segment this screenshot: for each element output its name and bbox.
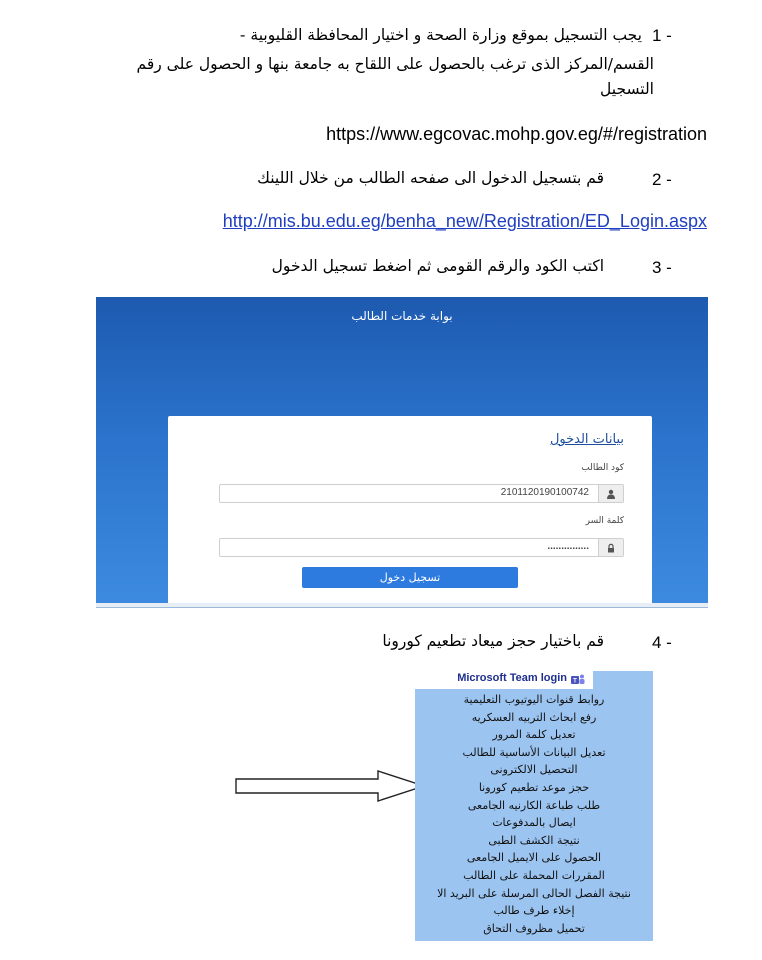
svg-text:T: T xyxy=(573,678,577,685)
menu-item[interactable]: ايصال بالمدفوعات xyxy=(492,816,576,830)
menu-item[interactable]: حجز موعد تطعيم كورونا xyxy=(478,781,590,794)
menu-item[interactable]: طلب طباعة الكارنيه الجامعى xyxy=(467,798,601,812)
password-input[interactable] xyxy=(219,538,624,557)
login-button[interactable]: تسجيل دخول xyxy=(302,567,518,588)
student-code-input[interactable] xyxy=(219,484,624,503)
portal-footer-strip xyxy=(96,603,708,607)
menu-item[interactable]: نتيجة الفصل الحالى المرسلة على البريد الا xyxy=(437,886,631,900)
password-label: كلمة السر xyxy=(585,516,624,526)
lock-icon xyxy=(598,539,623,556)
student-code-label: كود الطالب xyxy=(581,463,624,473)
user-icon xyxy=(598,485,623,502)
login-card xyxy=(168,416,652,607)
menu-item[interactable]: روابط قنوات اليوتيوب التعليمية xyxy=(463,693,605,706)
student-code-value: 2101120190100742 xyxy=(500,487,589,498)
step-2-number: 2 - xyxy=(652,170,672,189)
menu-item[interactable]: تعديل البيانات الأساسية للطالب xyxy=(462,745,606,759)
menu-item[interactable]: التحصيل الالكترونى xyxy=(490,763,578,777)
step-1-line-2: القسم/المركز الذى ترغب بالحصول على اللقاح به جامعة بنها و الحصول على رقم xyxy=(136,55,654,73)
login-heading: بيانات الدخول xyxy=(549,432,624,447)
menu-item[interactable]: إخلاء طرف طالب xyxy=(493,904,575,918)
step-3-number: 3 - xyxy=(652,258,672,277)
menu-item[interactable]: تعديل كلمة المرور xyxy=(492,728,576,742)
step-1-line-1: يجب التسجيل بموقع وزارة الصحة و اختيار المحافظة القليوبية - xyxy=(239,26,642,44)
step-1-number: 1 - xyxy=(652,26,672,45)
student-portal-screenshot xyxy=(96,297,708,608)
step-2-text: قم بتسجيل الدخول الى صفحه الطالب من خلال اللينك xyxy=(257,169,604,187)
registration-url: https://www.egcovac.mohp.gov.eg/#/registration xyxy=(326,124,707,144)
student-services-menu xyxy=(415,671,653,941)
menu-item[interactable]: نتيجة الكشف الطبى xyxy=(488,833,580,847)
teams-icon xyxy=(571,673,585,687)
step-4-text: قم باختيار حجز ميعاد تطعيم كورونا xyxy=(382,632,604,650)
microsoft-team-login-label: Microsoft Team login xyxy=(457,672,567,684)
pointer-arrow-icon xyxy=(232,768,428,804)
menu-item[interactable]: الحصول على الايميل الجامعى xyxy=(466,851,602,865)
menu-item[interactable]: رفع ابحاث التربيه العسكريه xyxy=(471,710,597,724)
portal-title: بوابة خدمات الطالب xyxy=(351,309,453,323)
password-value: ............... xyxy=(547,541,589,552)
menu-item[interactable]: تحميل مظروف التحاق xyxy=(483,921,585,935)
student-login-link[interactable]: http://mis.bu.edu.eg/benha_new/Registration/ED_Login.aspx xyxy=(222,211,707,231)
step-3-text: اكتب الكود والرقم القومى ثم اضغط تسجيل الدخول xyxy=(271,257,604,275)
menu-item[interactable]: المقررات المحملة على الطالب xyxy=(463,869,605,882)
step-1-line-3: التسجيل xyxy=(600,80,654,98)
microsoft-team-login[interactable] xyxy=(415,671,593,689)
step-4-number: 4 - xyxy=(652,633,672,652)
